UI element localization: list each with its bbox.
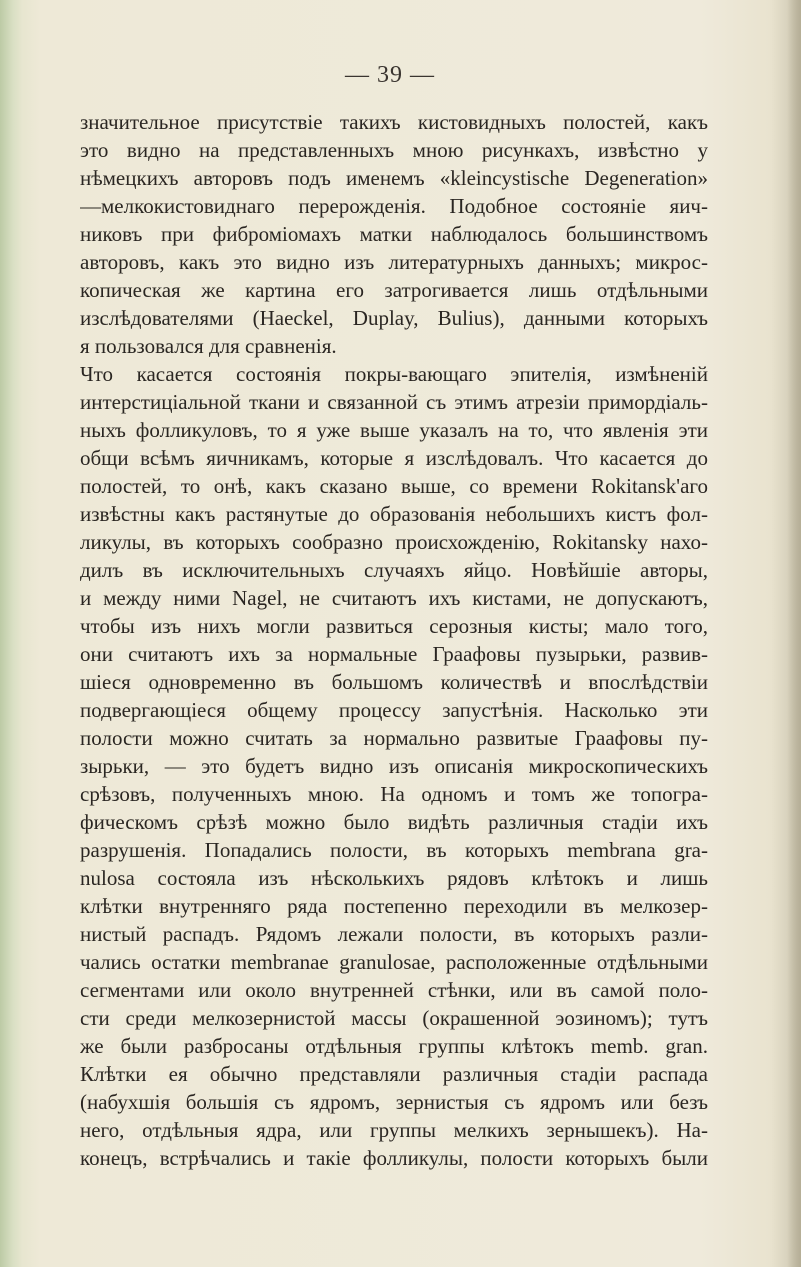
text-line: значительное присутствіе такихъ кистовидныхъ полостей, какъ: [80, 110, 708, 134]
text-line: него, отдѣльныя ядра, или группы мелкихъ зернышекъ). На-: [80, 1118, 708, 1142]
text-line: изслѣдователями (Haeckel, Duplay, Bulius), данными которыхъ: [80, 306, 708, 330]
page-right-edge: [787, 0, 801, 1267]
text-line: чтобы изъ нихъ могли развиться серозныя кисты; мало того,: [80, 614, 708, 638]
text-line: они считаютъ ихъ за нормальные Граафовы пузырьки, развив-: [80, 642, 708, 666]
text-line: сегментами или около внутренней стѣнки, или въ самой поло-: [80, 978, 708, 1002]
page-number: — 39 —: [345, 62, 435, 88]
text-line: зырьки, — это будетъ видно изъ описанія микроскопическихъ: [80, 754, 708, 778]
text-line: шіеся одновременно въ большомъ количествѣ и впослѣдствіи: [80, 670, 708, 694]
text-line: ликулы, въ которыхъ сообразно происхожденію, Rokitansky нахо-: [80, 530, 708, 554]
text-line: копическая же картина его затрогивается лишь отдѣльными: [80, 278, 708, 302]
text-line: же были разбросаны отдѣльныя группы клѣтокъ memb. gran.: [80, 1034, 708, 1058]
text-line: нистый распадъ. Рядомъ лежали полости, въ которыхъ разли-: [80, 922, 708, 946]
text-line: ныхъ фолликуловъ, то я уже выше указалъ на то, что явленія эти: [80, 418, 708, 442]
text-line: Клѣтки ея обычно представляли различныя стадіи распада: [80, 1062, 708, 1086]
text-line: дилъ въ исключительныхъ случаяхъ яйцо. Новѣйшіе авторы,: [80, 558, 708, 582]
text-line: извѣстны какъ растянутые до образованія небольшихъ кистъ фол-: [80, 502, 708, 526]
body-text: [80, 108, 708, 1172]
text-line: я пользовался для сравненія.: [80, 334, 337, 358]
text-line: полостей, то онѣ, какъ сказано выше, со времени Rokitansk'аго: [80, 474, 708, 498]
text-line: никовъ при фиброміомахъ матки наблюдалось большинствомъ: [80, 222, 708, 246]
text-line: фическомъ срѣзѣ можно было видѣть различныя стадіи ихъ: [80, 810, 708, 834]
text-line: подвергающіеся общему процессу запустѣнія. Насколько эти: [80, 698, 708, 722]
text-line: клѣтки внутренняго ряда постепенно переходили въ мелкозер-: [80, 894, 708, 918]
text-line: конецъ, встрѣчались и такіе фолликулы, полости которыхъ были: [80, 1146, 708, 1170]
text-line: разрушенія. Попадались полости, въ которыхъ membrana gra-: [80, 838, 708, 862]
text-line: —мелкокистовиднаго перерожденія. Подобное состояніе яич-: [80, 194, 708, 218]
text-line: нѣмецкихъ авторовъ подъ именемъ «kleincystische Degeneration»: [80, 166, 708, 190]
text-line: срѣзовъ, полученныхъ мною. На одномъ и томъ же топогра-: [80, 782, 708, 806]
text-line: интерстиціальной ткани и связанной съ этимъ атрезіи примордіаль-: [80, 390, 708, 414]
page-left-edge: [0, 0, 22, 1267]
text-line: и между ними Nagel, не считаютъ ихъ кистами, не допускаютъ,: [80, 586, 708, 610]
text-line: общи всѣмъ яичникамъ, которые я изслѣдовалъ. Что касается до: [80, 446, 708, 470]
text-line: сти среди мелкозернистой массы (окрашенной эозиномъ); тутъ: [80, 1006, 708, 1030]
text-line: Что касается состоянія покры-вающаго эпителія, измѣненій: [80, 362, 708, 386]
text-line: авторовъ, какъ это видно изъ литературныхъ данныхъ; микрос-: [80, 250, 708, 274]
text-line: полости можно считать за нормально развитые Граафовы пу-: [80, 726, 708, 750]
text-line: чались остатки membranae granulosae, расположенные отдѣльными: [80, 950, 708, 974]
text-line: (набухшія большія съ ядромъ, зернистыя съ ядромъ или безъ: [80, 1090, 708, 1114]
text-line: nulosa состояла изъ нѣсколькихъ рядовъ клѣтокъ и лишь: [80, 866, 708, 890]
text-line: это видно на представленныхъ мною рисункахъ, извѣстно у: [80, 138, 708, 162]
